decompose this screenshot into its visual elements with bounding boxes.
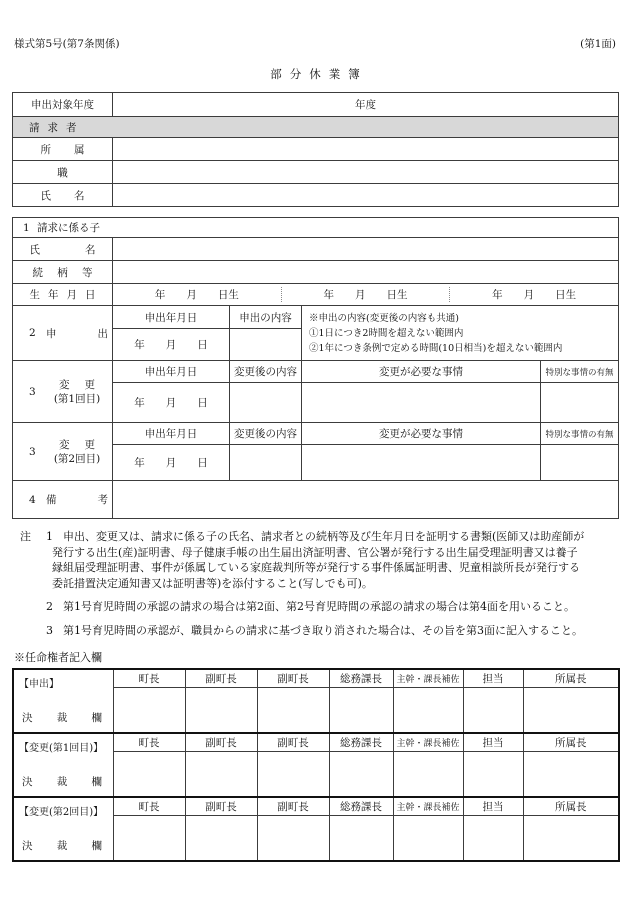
remarks-label-cell: 4 備考	[13, 481, 113, 519]
approval-stamp-cell[interactable]	[113, 687, 185, 733]
child-relation-row	[113, 261, 619, 284]
application-label-cell: 2 申出	[13, 306, 113, 361]
application-note-line: ②1年につき条例で定める時間(10日相当)を超えない範囲内	[309, 342, 563, 354]
change1-special-input-cell[interactable]	[541, 383, 619, 423]
approver-header-cell: 担当	[463, 669, 523, 687]
application-content-header-cell: 申出の内容	[230, 306, 302, 329]
change1-reason-input-cell[interactable]	[302, 383, 541, 423]
approval-table	[12, 668, 620, 862]
name-input-cell[interactable]	[113, 184, 619, 207]
change1-reason-header-cell: 変更が必要な事情	[302, 361, 541, 383]
application-note-line: ※申出の内容(変更後の内容も共通)	[309, 312, 459, 324]
approver-header-cell: 副町長	[185, 733, 257, 751]
approval-stamp-cell[interactable]	[393, 751, 463, 797]
approver-header-cell: 所属長	[523, 733, 619, 751]
approval-stamp-cell[interactable]	[523, 687, 619, 733]
note-text: 申出、変更又は、請求に係る子の氏名、請求者との続柄等及び生年月日を証明する書類(医師又は助産師が 発行する出生(産)証明書、母子健康手帳の出生届出済証明書、官公署が発行する出生届受理証明書又は養子 縁組届受理証明書、事件が係属している家庭裁判所等が発行する事件係属証明書、児童相談所長が発行する 委託措置決定通知書又は証明書等)を添付すること(写しでも可)。	[52, 530, 585, 590]
approver-header-cell: 主幹・課長補佐	[393, 797, 463, 815]
approval-stamp-cell[interactable]	[523, 751, 619, 797]
notes-block	[12, 529, 618, 638]
child-birth-input-cell[interactable]: 年 月 日生	[449, 287, 618, 302]
approval-stamp-cell[interactable]	[393, 815, 463, 861]
approval-block3-label-cell	[13, 797, 113, 861]
child-relation-label-cell: 続柄等	[13, 261, 113, 284]
approver-header-cell: 担当	[463, 797, 523, 815]
change2-content-header-cell: 変更後の内容	[230, 423, 302, 445]
application-note-line: ①1日につき2時間を超えない範囲内	[309, 327, 464, 339]
affiliation-label-cell: 所属	[13, 138, 113, 161]
approval-stamp-cell[interactable]	[185, 751, 257, 797]
approver-header-cell: 所属長	[523, 797, 619, 815]
child-section-title-cell: 1 請求に係る子	[13, 218, 619, 238]
approver-header-cell: 町長	[113, 733, 185, 751]
approval-stamp-cell[interactable]	[185, 815, 257, 861]
page-header	[12, 36, 618, 51]
approval-stamp-cell[interactable]	[113, 815, 185, 861]
change2-special-header-cell: 特別な事情の有無	[541, 423, 619, 445]
approver-header-cell: 副町長	[257, 797, 329, 815]
approver-header-cell: 担当	[463, 733, 523, 751]
note-item-3: 3 第1号育児時間の承認が、職員からの請求に基づき取り消された場合は、その旨を第3面に記入すること。	[20, 623, 618, 639]
claimant-table	[12, 92, 619, 207]
change1-date-input-cell[interactable]: 年 月 日	[113, 383, 230, 423]
approver-header-cell: 総務課長	[329, 669, 393, 687]
approval-stamp-cell[interactable]	[113, 751, 185, 797]
fiscal-year-input-cell[interactable]: 年度	[113, 93, 619, 117]
change1-label-cell: 3 変更 (第1回目)	[13, 361, 113, 423]
change1-content-header-cell: 変更後の内容	[230, 361, 302, 383]
approver-header-cell: 町長	[113, 797, 185, 815]
position-input-cell[interactable]	[113, 161, 619, 184]
approver-header-cell: 主幹・課長補佐	[393, 669, 463, 687]
approval-stamp-cell[interactable]	[463, 751, 523, 797]
form-code: 様式第5号(第7条関係)	[14, 38, 120, 50]
application-date-input-cell[interactable]: 年 月 日	[113, 329, 230, 361]
decision-column-label: 決裁欄	[22, 776, 102, 788]
note-item-1: 注 1 申出、変更又は、請求に係る子の氏名、請求者との続柄等及び生年月日を証明する書類(医師又は助産師が 発行する出生(産)証明書、母子健康手帳の出生届出済証明書、官公署が発行する出生届受理証明書又は養子 縁組届受理証明書、事件が係属している家庭裁判所等が発行する事件係属証明書、児童相談所長が発行する 委託措置決定通知書又は証明書等)を添付すること(写しでも可)。	[20, 529, 618, 591]
note-marker: 注	[20, 530, 31, 543]
change2-reason-header-cell: 変更が必要な事情	[302, 423, 541, 445]
fiscal-year-label-cell: 申出対象年度	[13, 93, 113, 117]
position-label-cell: 職	[13, 161, 113, 184]
note-text: 第1号育児時間の承認の請求の場合は第2面、第2号育児時間の承認の請求の場合は第4面を用いること。	[63, 600, 575, 613]
change1-date-header-cell: 申出年月日	[113, 361, 230, 383]
approver-header-cell: 主幹・課長補佐	[393, 733, 463, 751]
approver-header-cell: 副町長	[185, 797, 257, 815]
child-birth-input-cell[interactable]: 年 月 日生	[154, 289, 239, 301]
approval-stamp-cell[interactable]	[185, 687, 257, 733]
decision-column-label: 決裁欄	[22, 840, 102, 852]
change2-reason-input-cell[interactable]	[302, 445, 541, 481]
affiliation-input-cell[interactable]	[113, 138, 619, 161]
approval-stamp-cell[interactable]	[257, 687, 329, 733]
change2-date-input-cell[interactable]: 年 月 日	[113, 445, 230, 481]
main-table	[12, 217, 619, 519]
claimant-header-cell: 請求者	[13, 117, 619, 138]
approval-caption: ※任命権者記入欄	[14, 651, 102, 664]
child-name-row	[113, 238, 619, 261]
child-birth-label-cell: 生年月日	[13, 284, 113, 306]
note-text: 第1号育児時間の承認が、職員からの請求に基づき取り消された場合は、その旨を第3面に記入すること。	[63, 623, 583, 637]
approver-header-cell: 副町長	[257, 669, 329, 687]
approval-block1-label-cell	[13, 669, 113, 733]
approval-block1-title: 【申出】	[19, 679, 59, 690]
approval-block3-title: 【変更(第2回目)】	[19, 807, 104, 818]
approval-block2-label-cell	[13, 733, 113, 797]
approver-header-cell: 町長	[113, 669, 185, 687]
page-marker: (第1面)	[580, 38, 616, 50]
application-note-cell	[302, 306, 619, 361]
child-name-label-cell: 氏名	[13, 238, 113, 261]
approver-header-cell: 副町長	[185, 669, 257, 687]
change2-label-cell: 3 変更 (第2回目)	[13, 423, 113, 481]
approver-header-cell: 総務課長	[329, 733, 393, 751]
approver-header-cell: 副町長	[257, 733, 329, 751]
approval-stamp-cell[interactable]	[329, 815, 393, 861]
approval-stamp-cell[interactable]	[393, 687, 463, 733]
form-title: 部分休業簿	[270, 67, 368, 81]
change1-content-input-cell[interactable]	[230, 383, 302, 423]
child-birth-input-cell[interactable]: 年 月 日生	[281, 287, 450, 302]
name-label-cell: 氏名	[13, 184, 113, 207]
remarks-input-cell[interactable]	[113, 481, 619, 519]
child-birth-row	[113, 284, 619, 306]
approval-stamp-cell[interactable]	[463, 687, 523, 733]
approval-stamp-cell[interactable]	[329, 687, 393, 733]
approval-stamp-cell[interactable]	[329, 751, 393, 797]
approver-header-cell: 総務課長	[329, 797, 393, 815]
application-date-header-cell: 申出年月日	[113, 306, 230, 329]
approval-stamp-cell[interactable]	[257, 815, 329, 861]
approval-stamp-cell[interactable]	[523, 815, 619, 861]
change1-special-header-cell: 特別な事情の有無	[541, 361, 619, 383]
change2-content-input-cell[interactable]	[230, 445, 302, 481]
application-content-input-cell[interactable]	[230, 329, 302, 361]
approval-stamp-cell[interactable]	[463, 815, 523, 861]
change2-special-input-cell[interactable]	[541, 445, 619, 481]
approval-stamp-cell[interactable]	[257, 751, 329, 797]
approver-header-cell: 所属長	[523, 669, 619, 687]
change2-date-header-cell: 申出年月日	[113, 423, 230, 445]
approval-block2-title: 【変更(第1回目)】	[19, 743, 104, 754]
decision-column-label: 決裁欄	[22, 712, 102, 724]
note-item-2: 2 第1号育児時間の承認の請求の場合は第2面、第2号育児時間の承認の請求の場合は第4面を用いること。	[20, 599, 618, 615]
